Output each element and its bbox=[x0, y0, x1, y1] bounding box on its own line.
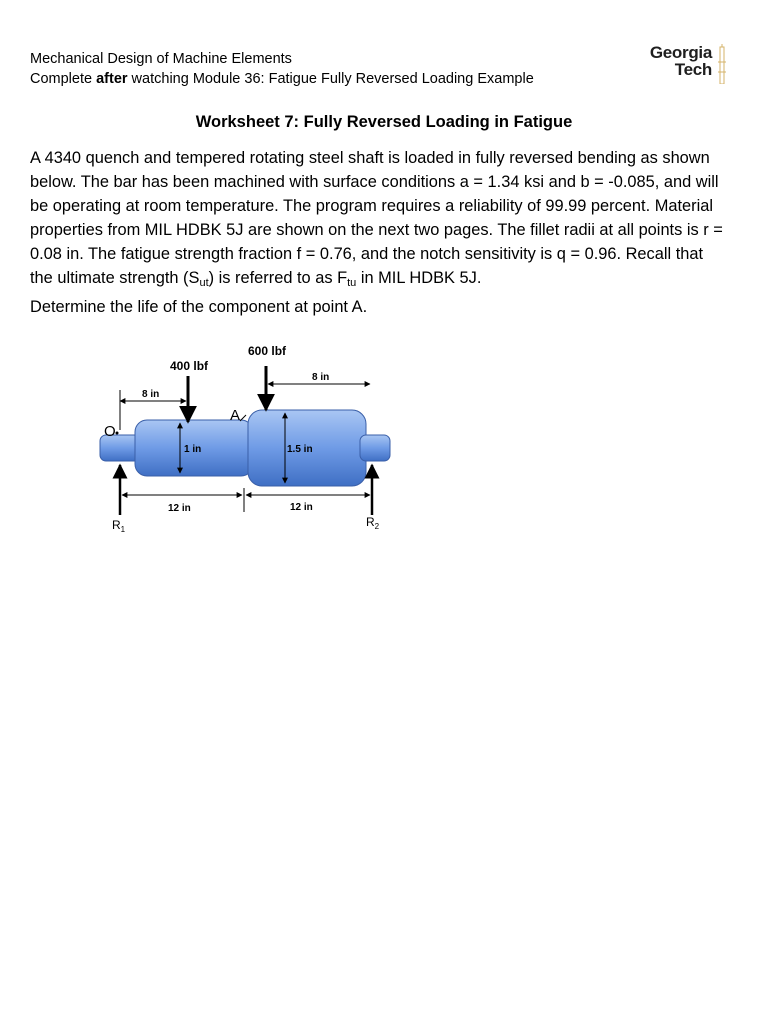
problem-statement bbox=[30, 146, 730, 319]
reaction-r1-label: $R_1$ bbox=[112, 518, 126, 534]
right-journal bbox=[360, 435, 390, 461]
worksheet-title: Worksheet 7: Fully Reversed Loading in Fatigue bbox=[195, 113, 573, 131]
point-a-label: A bbox=[230, 407, 241, 424]
shaft-diagram bbox=[90, 340, 410, 550]
instruction-line bbox=[30, 69, 534, 89]
point-o-marker bbox=[116, 432, 119, 435]
course-title: Mechanical Design of Machine Elements bbox=[30, 51, 292, 67]
problem-question: Determine the life of the component at point A. bbox=[30, 298, 368, 316]
load-400-label: 400 lbf bbox=[170, 359, 209, 373]
instruction-bold: after bbox=[96, 71, 128, 87]
logo-line-2: Tech bbox=[674, 60, 712, 79]
dim-8in-left-label: 8 in bbox=[142, 389, 160, 400]
logo-line-1: Georgia bbox=[649, 43, 712, 62]
dim-1in-label: 1 in bbox=[184, 444, 202, 455]
instruction-post: watching Module 36: Fatigue Fully Reversed Loading Example bbox=[127, 71, 534, 87]
point-o-label: O bbox=[104, 423, 116, 440]
georgia-tech-logo bbox=[636, 44, 732, 86]
problem-paragraph: A 4340 quench and tempered rotating steel shaft is loaded in fully reversed bending as shown below. The bar has been machined with surface conditions a = 1.34 ksi and b = -0.085, and will be operating at room temperature. The program requires a reliability of 99.99 percent. Material properties from MIL HDBK 5J are shown on the next two pages. The fillet radii at all points is r = 0.08 in. The fatigue strength fraction f = 0.76, and the notch sensitivity is q = 0.96. Recall that the ultimate strength $(S_{ut})$ is referred to as $F_{tu}$ in MIL HDBK 5J. bbox=[30, 149, 723, 289]
dim-12in-right-label: 12 in bbox=[290, 502, 313, 513]
document-header bbox=[30, 49, 534, 89]
tech-tower-icon bbox=[716, 44, 728, 84]
load-600-label: 600 lbf bbox=[248, 344, 287, 358]
instruction-pre: Complete bbox=[30, 71, 97, 87]
reaction-r2-label: $R_2$ bbox=[366, 515, 380, 531]
dim-12in-left-label: 12 in bbox=[168, 503, 191, 514]
dim-15in-label: 1.5 in bbox=[287, 444, 313, 455]
dim-8in-right-label: 8 in bbox=[312, 372, 330, 383]
